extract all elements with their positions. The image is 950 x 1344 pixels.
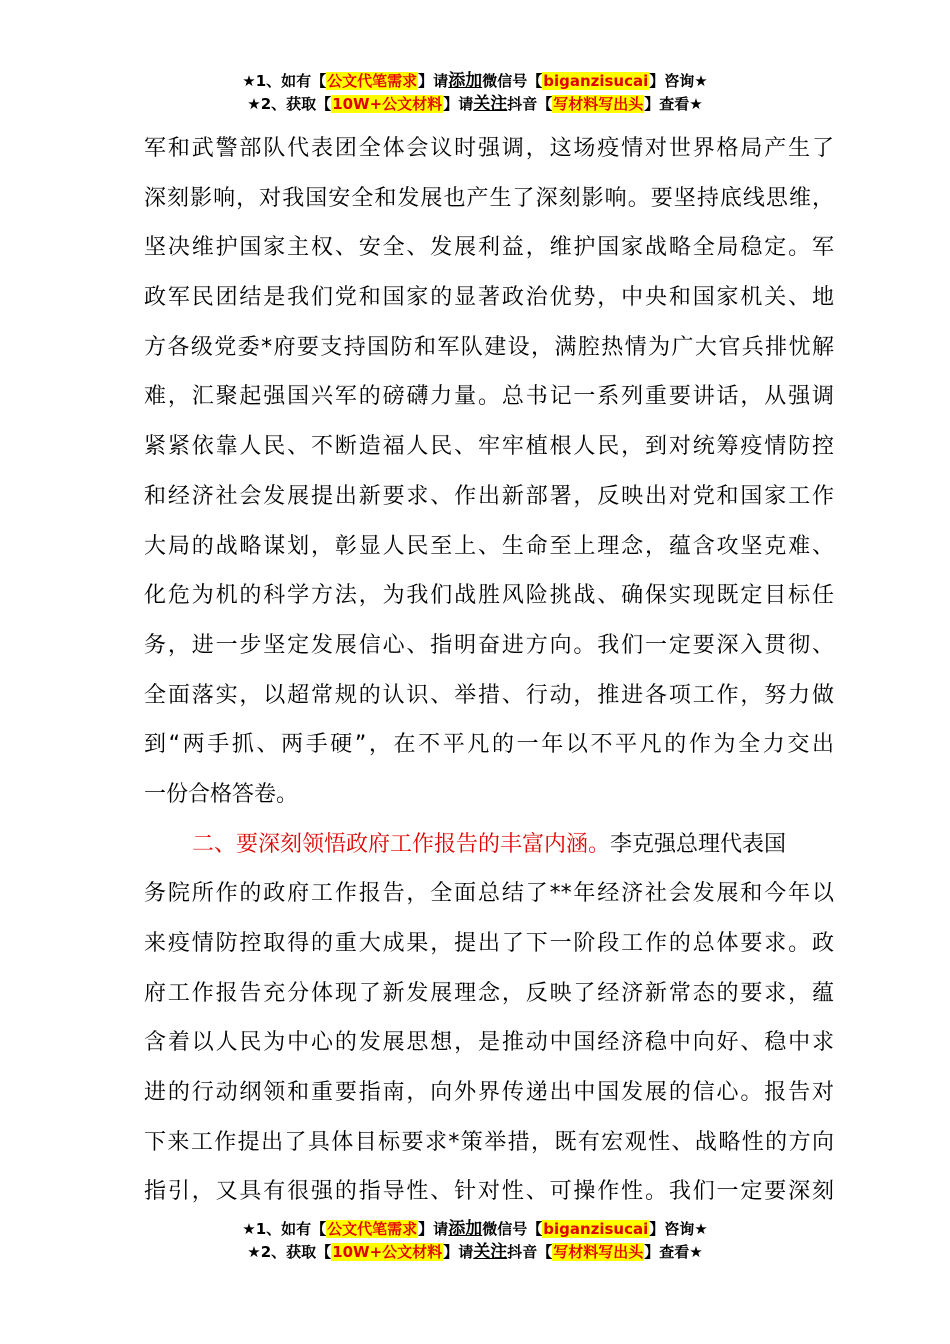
banner-highlight: 公文代笔需求 bbox=[327, 72, 418, 90]
banner-text: ★2、获取【 bbox=[247, 1243, 332, 1261]
body-line: 紧紧依靠人民、不断造福人民、牢牢植根人民，到对统筹疫情防控 bbox=[144, 434, 834, 460]
body-line: 一份合格答卷。 bbox=[144, 781, 299, 807]
banner-emphasis: 添加 bbox=[448, 1219, 483, 1239]
footer-banner-line-2 bbox=[0, 1241, 950, 1263]
body-line: 方各级党委*府要支持国防和军队建设，满腔热情为广大官兵排忧解 bbox=[144, 334, 834, 360]
banner-text: 】请 bbox=[443, 1243, 474, 1261]
banner-text: 】咨询★ bbox=[649, 1220, 708, 1238]
body-line: 到“两手抓、两手硬”，在不平凡的一年以不平凡的作为全力交出 bbox=[144, 732, 834, 758]
banner-highlight: biganzisucai bbox=[543, 72, 649, 90]
banner-text: 微信号【 bbox=[482, 72, 543, 90]
body-line: 下来工作提出了具体目标要求*策举措，既有宏观性、战略性的方向 bbox=[144, 1129, 834, 1155]
banner-highlight: 写材料写出头 bbox=[553, 1243, 644, 1261]
banner-text: 】查看★ bbox=[644, 1243, 703, 1261]
body-line: 指引，又具有很强的指导性、针对性、可操作性。我们一定要深刻 bbox=[144, 1179, 834, 1205]
body-line: 军和武警部队代表团全体会议时强调，这场疫情对世界格局产生了 bbox=[144, 136, 834, 161]
body-line: 政军民团结是我们党和国家的显著政治优势，中央和国家机关、地 bbox=[144, 285, 834, 311]
body-line: 来疫情防控取得的重大成果，提出了下一阶段工作的总体要求。政 bbox=[144, 931, 834, 956]
header-banner-line-2 bbox=[0, 93, 950, 115]
body-line: 含着以人民为中心的发展思想，是推动中国经济稳中向好、稳中求 bbox=[144, 1030, 834, 1056]
banner-text: 】查看★ bbox=[644, 95, 703, 113]
banner-text: 】请 bbox=[443, 95, 474, 113]
body-line: 全面落实，以超常规的认识、举措、行动，推进各项工作，努力做 bbox=[144, 682, 834, 708]
body-text: 李克强总理代表国 bbox=[610, 831, 787, 857]
header-banner-line-1 bbox=[0, 70, 950, 92]
banner-highlight: 公文代笔需求 bbox=[327, 1220, 418, 1238]
banner-text: 抖音【 bbox=[507, 95, 553, 113]
body-line: 务院所作的政府工作报告，全面总结了**年经济社会发展和今年以 bbox=[144, 881, 834, 907]
banner-highlight: 写材料写出头 bbox=[553, 95, 644, 113]
banner-text: 】请 bbox=[418, 72, 449, 90]
banner-text: ★1、如有【 bbox=[242, 1220, 327, 1238]
banner-emphasis: 关注 bbox=[473, 1242, 508, 1262]
body-line: 深刻影响，对我国安全和发展也产生了深刻影响。要坚持底线思维， bbox=[144, 185, 834, 211]
body-line: 和经济社会发展提出新要求、作出新部署，反映出对党和国家工作 bbox=[144, 483, 834, 509]
body-line: 化危为机的科学方法，为我们战胜风险挑战、确保实现既定目标任 bbox=[144, 583, 834, 609]
body-line: 难，汇聚起强国兴军的磅礴力量。总书记一系列重要讲话，从强调 bbox=[144, 384, 834, 410]
body-line: 府工作报告充分体现了新发展理念，反映了经济新常态的要求，蕴 bbox=[144, 980, 834, 1006]
body-line: 大局的战略谋划，彰显人民至上、生命至上理念，蕴含攻坚克难、 bbox=[144, 533, 834, 559]
body-line: 坚决维护国家主权、安全、发展利益，维护国家战略全局稳定。军 bbox=[144, 235, 834, 261]
banner-text: ★1、如有【 bbox=[242, 72, 327, 90]
banner-emphasis: 添加 bbox=[448, 71, 483, 91]
body-line: 务，进一步坚定发展信心、指明奋进方向。我们一定要深入贯彻、 bbox=[144, 632, 834, 658]
banner-highlight: biganzisucai bbox=[543, 1220, 649, 1238]
body-line: 进的行动纲领和重要指南，向外界传递出中国发展的信心。报告对 bbox=[144, 1080, 834, 1106]
section-heading-line bbox=[144, 820, 834, 870]
banner-highlight: 10W+公文材料 bbox=[332, 95, 443, 113]
section-heading: 二、要深刻领悟政府工作报告的丰富内涵。 bbox=[192, 831, 611, 857]
banner-text: ★2、获取【 bbox=[247, 95, 332, 113]
banner-highlight: 10W+公文材料 bbox=[332, 1243, 443, 1261]
banner-text: 】咨询★ bbox=[649, 72, 708, 90]
banner-text: 】请 bbox=[418, 1220, 449, 1238]
footer-banner-line-1 bbox=[0, 1218, 950, 1240]
document-body bbox=[144, 124, 834, 1217]
banner-text: 抖音【 bbox=[507, 1243, 553, 1261]
banner-text: 微信号【 bbox=[482, 1220, 543, 1238]
banner-emphasis: 关注 bbox=[473, 94, 508, 114]
